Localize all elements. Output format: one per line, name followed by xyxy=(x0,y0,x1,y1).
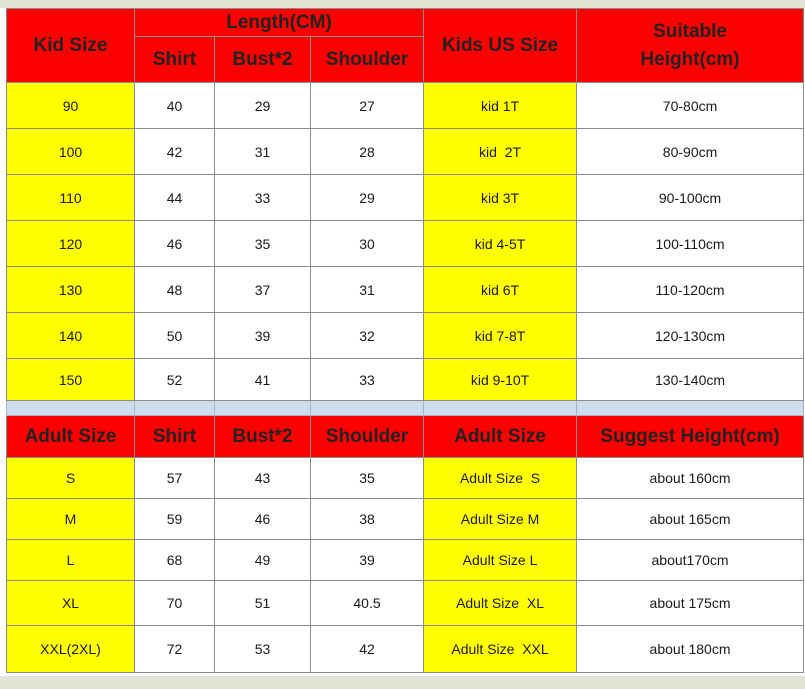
height-cell: 90-100cm xyxy=(577,175,804,221)
shirt-cell: 40 xyxy=(135,83,215,129)
adult-row xyxy=(7,581,804,626)
height-cell: 110-120cm xyxy=(577,267,804,313)
us-size-cell: kid 6T xyxy=(424,267,577,313)
adult-row xyxy=(7,499,804,540)
shoulder-cell: 30 xyxy=(311,221,424,267)
bust-cell: 53 xyxy=(215,626,311,673)
adult-size-label-cell: Adult Size M xyxy=(424,499,577,540)
kid-size-header: Kid Size xyxy=(7,9,135,83)
kid-size-cell: 110 xyxy=(7,175,135,221)
height-cell: 100-110cm xyxy=(577,221,804,267)
adult-size-cell: S xyxy=(7,458,135,499)
height-cell: about 160cm xyxy=(577,458,804,499)
shoulder-cell: 27 xyxy=(311,83,424,129)
bust-cell: 43 xyxy=(215,458,311,499)
adult-bust-header: Bust*2 xyxy=(215,416,311,458)
height-cell: 80-90cm xyxy=(577,129,804,175)
kid-row xyxy=(7,267,804,313)
height-cell: 130-140cm xyxy=(577,359,804,401)
bust-cell: 29 xyxy=(215,83,311,129)
shoulder-cell: 39 xyxy=(311,540,424,581)
height-cell: 120-130cm xyxy=(577,313,804,359)
suitable-height-line2: Height(cm) xyxy=(640,48,740,70)
length-header: Length(CM) xyxy=(135,9,424,37)
kid-header-row-1 xyxy=(7,9,804,37)
kid-row xyxy=(7,221,804,267)
us-size-cell: kid 7-8T xyxy=(424,313,577,359)
bust-cell: 49 xyxy=(215,540,311,581)
bust-cell: 35 xyxy=(215,221,311,267)
kid-row xyxy=(7,83,804,129)
suitable-height-header xyxy=(577,9,804,83)
adult-shirt-header: Shirt xyxy=(135,416,215,458)
kid-size-cell: 120 xyxy=(7,221,135,267)
shirt-cell: 44 xyxy=(135,175,215,221)
size-chart xyxy=(6,8,803,673)
bust-cell: 41 xyxy=(215,359,311,401)
shoulder-cell: 33 xyxy=(311,359,424,401)
height-cell: about 165cm xyxy=(577,499,804,540)
shirt-cell: 59 xyxy=(135,499,215,540)
height-cell: 70-80cm xyxy=(577,83,804,129)
shoulder-cell: 40.5 xyxy=(311,581,424,626)
bust-cell: 37 xyxy=(215,267,311,313)
adult-size-label-cell: Adult Size S xyxy=(424,458,577,499)
shoulder-cell: 28 xyxy=(311,129,424,175)
shoulder-cell: 42 xyxy=(311,626,424,673)
adult-size-label-header: Adult Size xyxy=(424,416,577,458)
kids-us-size-header: Kids US Size xyxy=(424,9,577,83)
shirt-cell: 42 xyxy=(135,129,215,175)
shirt-cell: 72 xyxy=(135,626,215,673)
shirt-cell: 68 xyxy=(135,540,215,581)
adult-size-label-cell: Adult Size L xyxy=(424,540,577,581)
adult-size-header: Adult Size xyxy=(7,416,135,458)
top-border-strip xyxy=(0,0,805,8)
suggest-height-header: Suggest Height(cm) xyxy=(577,416,804,458)
shirt-cell: 46 xyxy=(135,221,215,267)
kid-size-cell: 140 xyxy=(7,313,135,359)
bust-cell: 31 xyxy=(215,129,311,175)
adult-row xyxy=(7,540,804,581)
shoulder-cell: 31 xyxy=(311,267,424,313)
us-size-cell: kid 3T xyxy=(424,175,577,221)
kid-size-cell: 150 xyxy=(7,359,135,401)
bust-cell: 51 xyxy=(215,581,311,626)
kid-size-cell: 100 xyxy=(7,129,135,175)
shoulder-cell: 32 xyxy=(311,313,424,359)
suitable-height-line1: Suitable xyxy=(653,20,727,42)
kid-row xyxy=(7,129,804,175)
height-cell: about 175cm xyxy=(577,581,804,626)
separator-row xyxy=(7,401,804,416)
adult-size-cell: L xyxy=(7,540,135,581)
us-size-cell: kid 9-10T xyxy=(424,359,577,401)
kid-row xyxy=(7,313,804,359)
bust-cell: 46 xyxy=(215,499,311,540)
shoulder-cell: 38 xyxy=(311,499,424,540)
adult-size-label-cell: Adult Size XXL xyxy=(424,626,577,673)
shirt-cell: 50 xyxy=(135,313,215,359)
shirt-cell: 48 xyxy=(135,267,215,313)
kid-row xyxy=(7,359,804,401)
bottom-border-strip xyxy=(0,676,805,689)
adult-row xyxy=(7,458,804,499)
bust-header: Bust*2 xyxy=(215,37,311,83)
bust-cell: 39 xyxy=(215,313,311,359)
shoulder-cell: 29 xyxy=(311,175,424,221)
us-size-cell: kid 4-5T xyxy=(424,221,577,267)
shirt-cell: 70 xyxy=(135,581,215,626)
shirt-cell: 57 xyxy=(135,458,215,499)
adult-size-cell: XL xyxy=(7,581,135,626)
adult-row xyxy=(7,626,804,673)
shirt-cell: 52 xyxy=(135,359,215,401)
size-table xyxy=(6,8,804,673)
adult-shoulder-header: Shoulder xyxy=(311,416,424,458)
kid-size-cell: 130 xyxy=(7,267,135,313)
shoulder-header: Shoulder xyxy=(311,37,424,83)
shirt-header: Shirt xyxy=(135,37,215,83)
adult-size-cell: M xyxy=(7,499,135,540)
adult-size-label-cell: Adult Size XL xyxy=(424,581,577,626)
bust-cell: 33 xyxy=(215,175,311,221)
shoulder-cell: 35 xyxy=(311,458,424,499)
us-size-cell: kid 1T xyxy=(424,83,577,129)
adult-header-row xyxy=(7,416,804,458)
kid-row xyxy=(7,175,804,221)
height-cell: about170cm xyxy=(577,540,804,581)
kid-size-cell: 90 xyxy=(7,83,135,129)
height-cell: about 180cm xyxy=(577,626,804,673)
us-size-cell: kid 2T xyxy=(424,129,577,175)
adult-size-cell: XXL(2XL) xyxy=(7,626,135,673)
